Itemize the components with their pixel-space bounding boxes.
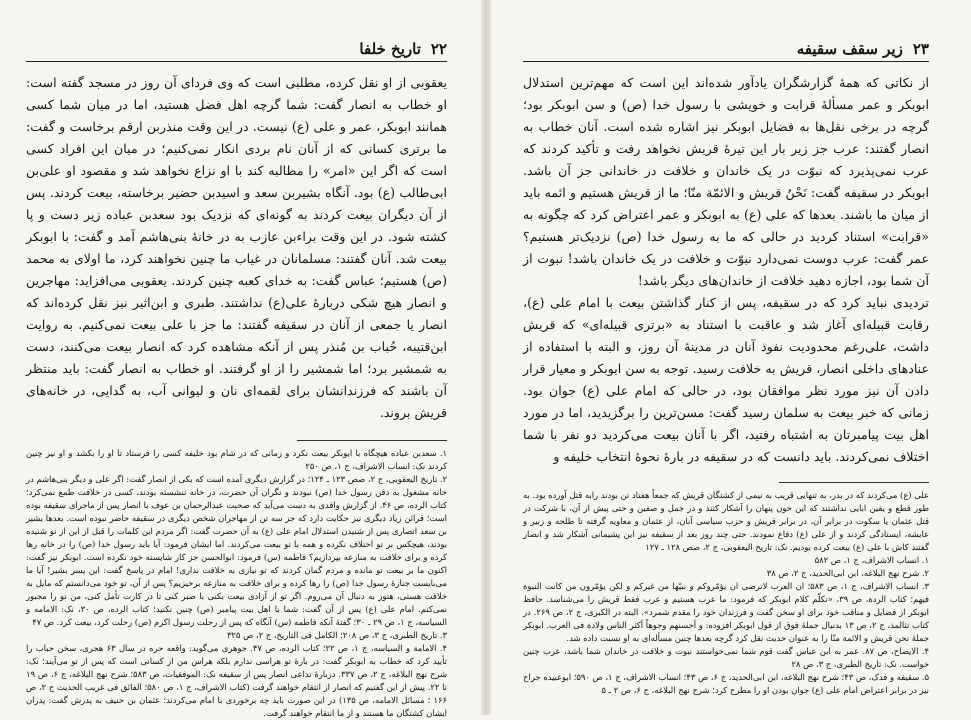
footnote-separator: [297, 440, 447, 441]
footnote: ۲. تاریخ الیعقوبی، ج ۲، صص ۱۲۳ ـ ۱۲۴؛ در گزارش دیگری آمده است که یکی از انصار گفت: اگر علی و دیگر بنی‌هاشم در خانه مشغول به دفن رسول خدا (ص) نبودند و نگران آن حضرت، در خانه ننشسته بودند، کسی در خلافت طمع نمی‌کرد؛ کتاب الرده، ص ۴۶. از گزارش واقدی به دست می‌آید که صحبت عبدالرحمان بن عوف با انصار پس از ماجرای سقیفه بوده است؛ قرائن زیاد دیگری نیز حکایت دارد که جز سه تن از مهاجران شخص دیگری در سقیفه حاضر نبوده است. بعدها بشیر بن سعد انصاری پس از شنیدن استدلال امام علی (ع) به آن حضرت گفت: اگر مردم این کلمات را قبل از این از تو شنیده بودند، هیچکس بر تو اختلاف نکرده و همه با تو بیعت می‌کردند. اما ایشان فرمود: آیا باید رسول خدا (ص) را در خانه رها کرده و برای خلافت به منازعه بپردازیم؟ فاطمه (س) فرمود: ابوالحسن جز کار شایسته خود نکرده است. ابوبکر نیز گفت: اکنون ما بر بیعت تو مانده و مردم گمان کردند که تو نیازی به خلافت نداری! امام در پاسخ گفت: این پسر بشیر! آیا ما می‌بایست جنازهٔ رسول خدا (ص) را رها کرده و برای خلافت به منازعه برخیزیم؟ پس از آن، تو خود می‌دانستم که مایل به خلافت هستی، هنوز به دنبال آن می‌روم. اگر تو از آزادی بیعت بکنی با صبر کنی تا در کارت تأمل کنی، من تو را مجبور نمی‌کنم. امام علی (ع) پس از آن گفت: شما با اهل بیت پیامبر (ص) چنین نکنید؛ کتاب الرده، ص ۳۰، نک: الامامه و السیاسه، ج ۱، ص ۲۹ ـ ۳۰؛ گفتهٔ آنکه فاطمه (س) آنگاه که پس از رحلت رسول اکرم (ص) رحلت کرد، بیعت کرد. ص ۴۷: [26, 474, 448, 627]
right-page: [491, 0, 971, 715]
footnote: ۵. سقیفه و فدک، ص ۴۳؛ شرح نهج البلاغه، ابن ابی‌الحدید، ج ۶، ص ۴۳؛ انساب الاشراف، ج ۱، ص ۵۹۰؛ ابوعبیده جراح نیز در برابر اعتراض امام علی (ع) جوان بودن او را مطرح کرد؛ شرح نهج البلاغه، ج ۶، ص ۲ ـ ۵: [523, 672, 930, 695]
right-page-number: ۲۳: [912, 40, 929, 58]
footnote: ۴. الایضاح، ص ۸۷. عمر به ابن عباس گفت قوم شما نمی‌خواستند نبوت و خلافت در خاندان شما باشد، عرب چنین خواست. نک: تاریخ الطبری، ج ۳، ص ۲۸: [523, 646, 929, 669]
right-paragraph: تردیدی نباید کرد که در سقیفه، پس از کنار گذاشتن بیعت با امام علی (ع)، رقابت قبیله‌ای آغاز شد و عاقبت با استناد به «برتری قبیله‌ای» که قریش داشت، علی‌رغم محدودیت نفوذ آنان در مدینهٔ آن روز، و البته با استفاده از عنادهای داخلی انصار، قریش به خلافت رسید. توجه به سن ابوبکر و معیار قرار دادن آن نیز مورد نظر موافقان بود، در حالی که امام علی (ع) جوان بود. زمانی که خبر بیعت به سلمان رسید گفت: مسن‌ترین را برگزیدید، اما در مورد اهل بیت پیامبرتان به اشتباه رفتید، اگر با آنان بیعت می‌کردید دو نفر با شما اختلاف نمی‌کردند. باید دانست که در سقیفه در بارهٔ نحوهٔ انتخاب خلیفه و: [523, 295, 929, 464]
footnote-separator: [779, 482, 929, 483]
left-page-number: ۲۲: [430, 40, 447, 58]
left-body-text: [26, 72, 447, 424]
right-body-text: [523, 72, 929, 468]
right-footnotes: [523, 489, 929, 697]
left-running-title: تاریخ خلفا: [359, 40, 421, 58]
footnote: ۴. الامامة و السیاسه، ج ۱، ص ۲۲؛ کتاب الرده، ص ۴۷. جوهری می‌گوید: واقعه حره در سال ۶۳ هجری، سخن حباب را تأیید کرد که خطاب به ابوبکر گفت: در بارهٔ تو هراسی ندارم بلکه هراس من از کسانی است که پس از تو می‌آیند؛ نک: شرح نهج البلاغه، ج ۲، ص ۳۳۷. دربارهٔ تداعی انصار پس از سقیفه نک: الموفقیات، ص ۵۸۳؛ شرح نهج البلاغه، ج ۶، ص ۱۹ تا ۲۲. پیش از این گفتیم که انصار از انتقام خواهند گرفت (کتاب الاشراف، ج ۱، ص ۵۸۰؛ الفائق فی غریب الحدیث ج ۲، ص ۱۶۶ ؛ مسائل الامامه، ص ۱۳۵) در این صورت باید چه برخوردی با امام می‌کردند؛ عثمان بن حنیف به پدرش گفت: پدران ایشان کشتگان ما هستند و از ما انتقام خواهند گرفت.: [26, 643, 447, 718]
footnote: ۳. تاریخ الطبری، ج ۳، ص ۲۰۸؛ الکامل فی التاریخ، ج ۲، ص ۳۲۵: [226, 630, 447, 640]
footnote: ۱. سعدبن عباده هیچگاه با ابوبکر بیعت نکرد و زمانی که در شام بود خلیفه کسی را فرستاد تا او را بکشد و او نیز چنین کردند نک: انساب الاشراف، ج ۱، ص ۲۵۰: [26, 448, 447, 471]
left-page: [0, 0, 481, 718]
footnote: ۳. انساب الاشراف، ج ۱، ص ۵۸۳؛ ان العرب لاترضی ان یؤمّروکم و نبیّها من غیرکم و لکن یؤمّرون من کانت النبوة فیهم؛ کتاب الردة، ص ۳۹، «تکلّم کلام ابوبکر که فرمود: ما عرب هستیم و عرب فقط قریش را می‌شناسد. حافظ ابوبکر از فضایل و مناقب خود برای او سخن گفت و فرزندان خود را مقدم شمرد». البته در الکبری، ج ۲، ص ۲۶۹. در کتاب تثالمذ، ج ۲، ص ۱۳ بدنیال جملهٔ فوق از قول ابوبکر افزوده: و أحسنهم وجوهاً أکثر الناس ولادة فی العرب. ابوبکر جملهٔ نحن قریش و الائمة منّا را به عنوان حدیث نقل کرد گرچه بعدها چنین مسأله‌ای به او نسبت داده شد.: [523, 581, 930, 643]
right-running-title: زیر سقف سقیفه: [796, 40, 903, 58]
right-page-header: [523, 40, 929, 62]
footnote: ۱. انساب الاشراف، ج ۱، ص ۵۸۲: [814, 555, 929, 565]
right-paragraph: از نکاتی که همهٔ گزارشگران یادآور شده‌اند این است که مهم‌ترین استدلال ابوبکر و عمر مسألهٔ قرابت و خویشی با رسول خدا (ص) و سن ابوبکر بود؛ گرچه در برخی نقل‌ها به فضایل ابوبکر نیز اشاره شده است. آنان خطاب به انصار گفتند: عرب جز زیر بار این تیرهٔ قریش نخواهد رفت و تأکید کردند که عرب نمی‌پذیرد که نبوّت در یک خاندان و خلافت در خاندانی جز آن باشد. ابوبکر در سقیفه گفت: نَحْنُ قریش و الائمّة منّا؛ ما از قریش هستیم و ائمه باید از میان ما باشند. بعدها که علی (ع) به ابوبکر و عمر اعتراض کرد که چگونه به «قرابت» استناد کردید در حالی که ما به رسول خدا (ص) نزدیک‌تر هستیم؟ عمر گفت: عرب دوست نمی‌دارد نبوّت و خلافت در یک خاندان باشد! نبوت از آن شما بود، اجازه دهید خلافت از خاندان‌های دیگر باشد!: [523, 75, 929, 288]
left-footnotes: [26, 447, 447, 720]
footnote: ۲. شرح نهج البلاغه، ابن ابی‌الحدید، ج ۲، ص ۳۸: [766, 568, 929, 578]
book-gutter: [481, 0, 491, 715]
left-paragraph: یعقوبی از او نقل کرده، مطلبی است که وی فردای آن روز در مسجد گفته است: او خطاب به انصار گفت: شما گرچه اهل فضل هستید، اما در میان شما کسی همانند ابوبکر، عمر و علی (ع) نیست. در این وقت منذربن ارقم برخاست و گفت: ما برتری کسانی که از آنان نام بردی انکار نمی‌کنیم؛ در میان این افراد کسی است که اگر این «امر» را مطالبه کند با او نزاع نخواهد شد و مقصود او علی‌بن ابی‌طالب (ع) بود. آنگاه بشیربن سعد و اسید‌بن حضیر برخاسته، بیعت کردند. پس از آن دیگران بیعت کردند به گونه‌ای که نزدیک بود سعدبن عباده زیر دست و پا کشته شود. در این وقت براءبن عازب به در خانهٔ بنی‌هاشم آمد و گفت: با ابوبکر بیعت شد. آنان گفتند: مسلمانان در غیاب ما چنین نخواهند کرد، ما اولای به محمد (ص) هستیم؛ عباس گفت: به خدای کعبه چنین کردند. یعقوبی می‌افزاید: مهاجرین و انصار هیچ شکی دربارهٔ علی(ع) نداشتند. طبری و ابن‌اثیر نیز نقل کرده‌اند که انصار یا جمعی از آنان در سقیفه گفتند: ما جز با علی بیعت نمی‌کنیم. به روایت ابن‌قتیبه، حُباب بن مُنذر پس از آنکه مشاهده کرد که انصار بیعت می‌کنند، دست به شمشیر برد؛ اما شمشیر را از او گرفتند. او خطاب به انصار گفت: باید منتظر آن باشند که فرزندانشان برای لقمه‌ای نان و لیوانی آب، به گدایی، در خانه‌های قریش بروند.: [26, 75, 447, 420]
left-page-header: [26, 40, 447, 62]
footnote: علی (ع) می‌کردند که در بدر، به تنهایی قریب به نیمی از کشتگان قریش که جمعاً هفتاد تن بودند رابه قتل آورده بود. به طور قطع و یقین ابایی نداشتند که این خون پنهان را آشکار کنند و در جمل و صفین و حتی پیش از آن، با شرکت در قتل عثمان یا سکوت در برابر آن، در برابر قریش و حزب سیاسی آنان، از عثمان و معاویه گرفته تا طلحه و زبیر و عایشه، ایستادگی کردند و از علی (ع) دفاع نمودند. حتی چند روز بعد از سقیفه نیز این پشیمانی آشکار شد و انصار گفتند کاش با علی (ع) بیعت کرده بودیم. نک: تاریخ الیعقوبی، ج ۲، صص ۱۲۸ ـ ۱۲۷: [522, 490, 929, 552]
